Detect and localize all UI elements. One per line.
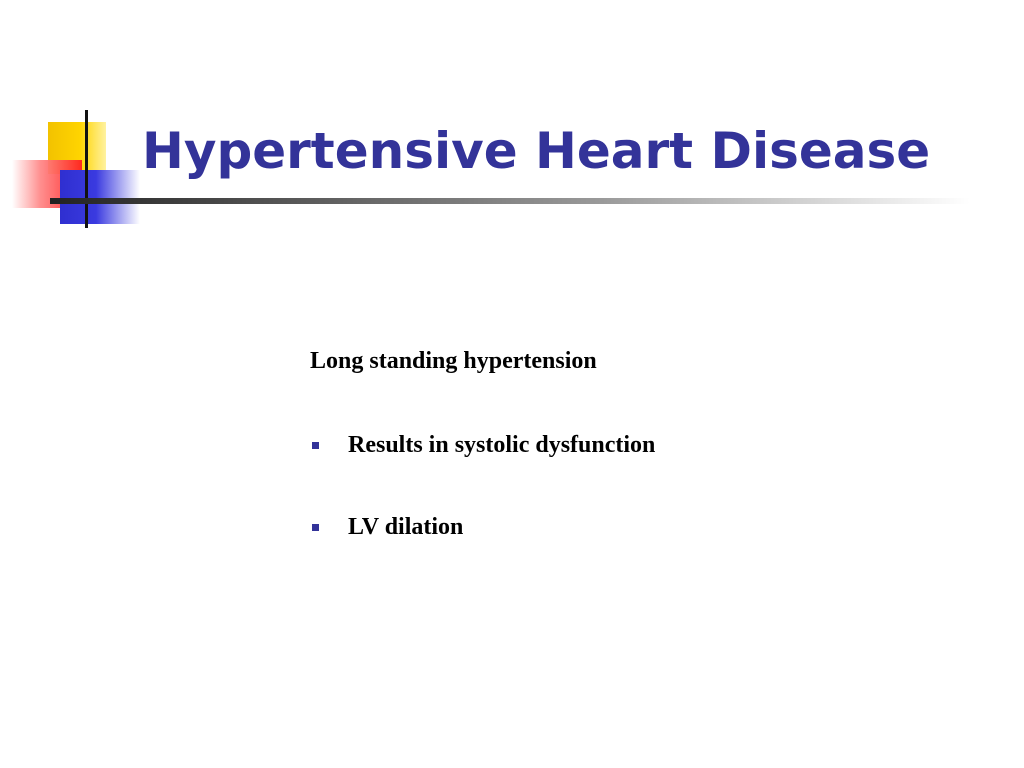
bullet-text: Results in systolic dysfunction [348, 432, 656, 458]
square-bullet-icon [312, 524, 319, 531]
page-title: Hypertensive Heart Disease [142, 122, 931, 180]
lead-text: Long standing hypertension [310, 348, 597, 374]
vertical-line-decoration [85, 110, 88, 228]
bullet-item [310, 429, 655, 461]
blue-square-decoration [60, 170, 140, 224]
slide-body [310, 345, 655, 593]
title-underline-divider [50, 198, 970, 204]
bullet-list [310, 429, 655, 543]
square-bullet-icon [312, 442, 319, 449]
bullet-text: LV dilation [348, 514, 464, 540]
bullet-item [310, 511, 655, 543]
